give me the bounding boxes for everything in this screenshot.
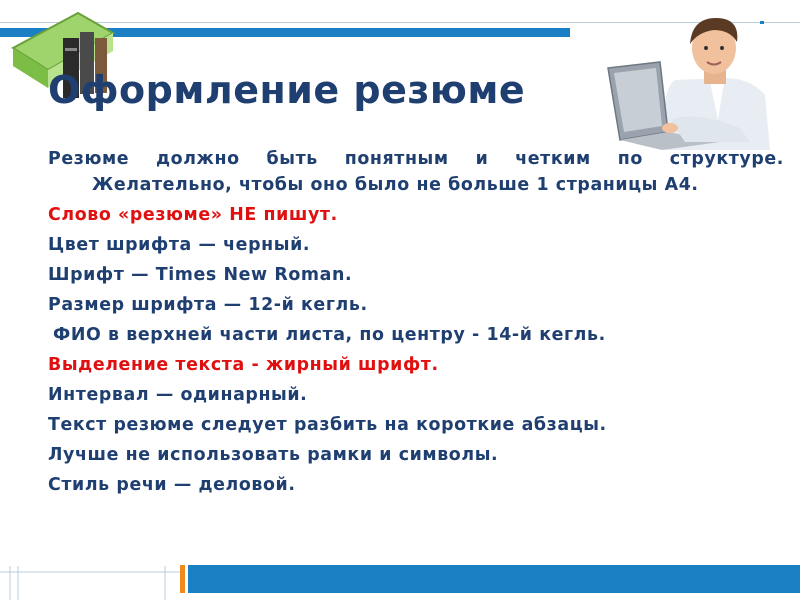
bottom-accent-bar (188, 565, 800, 593)
person-with-laptop-image (600, 10, 770, 150)
list-item: Резюме должно быть понятным и четким по структуре. Желательно, чтобы оно было не больше 1 страницы А4. (48, 149, 784, 195)
list-item: Интервал — одинарный. (48, 385, 308, 405)
list-item: Слово «резюме» НЕ пишут. (48, 205, 338, 225)
rules-list (48, 146, 784, 502)
list-item: Лучше не использовать рамки и символы. (48, 445, 499, 465)
list-item: Цвет шрифта — черный. (48, 235, 311, 255)
list-item: Текст резюме следует разбить на короткие абзацы. (48, 415, 607, 435)
list-item: ФИО в верхней части листа, по центру - 14-й кегль. (53, 325, 606, 345)
slide-title: Оформление резюме (48, 68, 526, 112)
bottom-orange-strip (180, 565, 185, 593)
list-item: Выделение текста - жирный шрифт. (48, 355, 439, 375)
list-item: Шрифт — Times New Roman. (48, 265, 353, 285)
list-item: Размер шрифта — 12-й кегль. (48, 295, 368, 315)
list-item: Стиль речи — деловой. (48, 475, 296, 495)
